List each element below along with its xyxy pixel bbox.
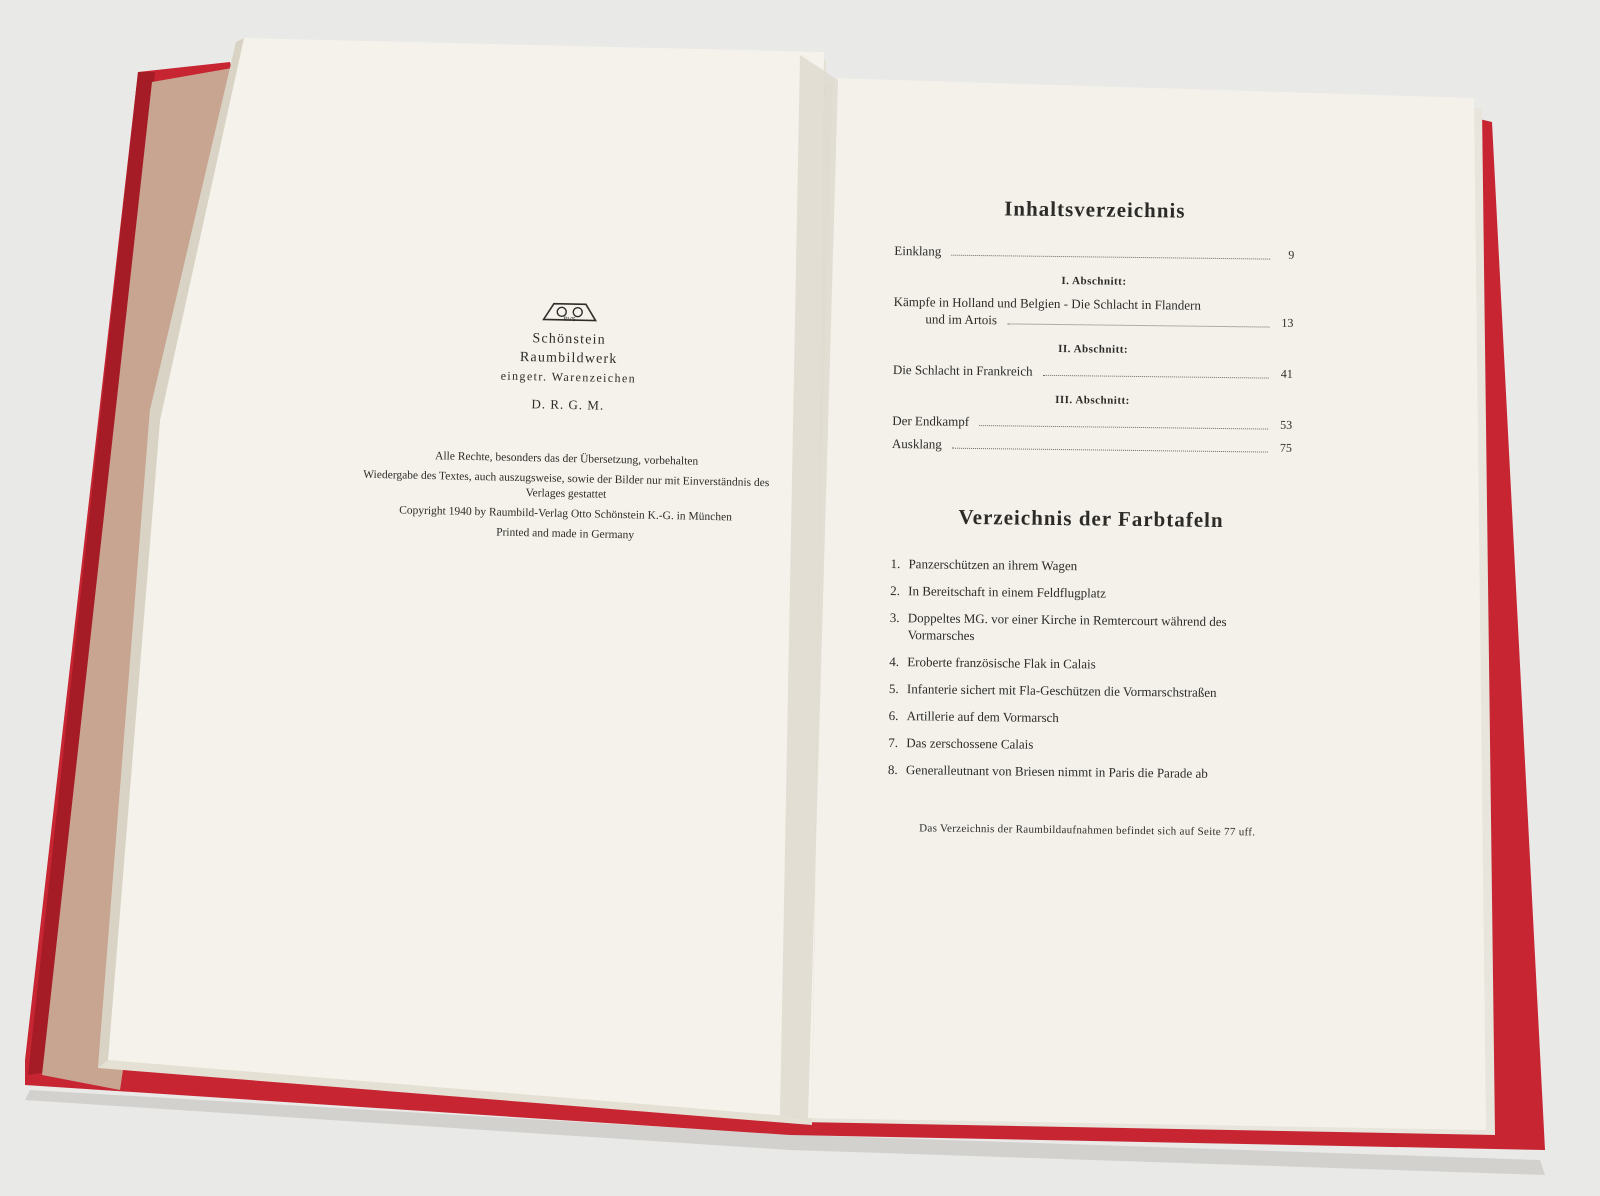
publisher-logo-icon — [540, 299, 600, 324]
plate-item — [890, 609, 1290, 648]
plate-item — [889, 653, 1289, 675]
toc-entry-page: 9 — [1288, 247, 1295, 262]
toc-entry-label: Der Endkampf — [892, 412, 970, 429]
plate-number: 2. — [890, 582, 901, 599]
plate-item — [889, 707, 1289, 729]
plates-title: Verzeichnis der Farbtafeln — [958, 504, 1224, 533]
logo-text: RVS — [563, 316, 576, 324]
section-heading-2: II. Abschnitt: — [1058, 343, 1129, 356]
leader-dots — [1007, 323, 1269, 327]
rights-block — [355, 448, 777, 547]
imprint-trademark: eingetr. Warenzeichen — [500, 368, 637, 386]
publisher-logo — [540, 299, 600, 324]
leader-dots — [952, 448, 1268, 453]
plate-item — [889, 680, 1289, 702]
toc-entry-section-1 — [893, 293, 1293, 332]
rights-line: Wiedergabe des Textes, auch auszugsweise, sowie der Bilder nur mit Einverständnis des Verlages gestattet — [363, 468, 770, 501]
leader-dots — [1043, 375, 1269, 379]
plate-item — [888, 761, 1288, 783]
plate-item — [890, 582, 1290, 604]
plate-title: In Bereitschaft in einem Feldflugplatz — [908, 583, 1107, 601]
right-page-contents — [887, 195, 1295, 839]
plate-number: 8. — [887, 761, 898, 778]
imprint-work: Raumbildwerk — [519, 349, 618, 368]
toc-entry-page: 53 — [1280, 417, 1293, 432]
plate-title: Eroberte französische Flak in Calais — [907, 654, 1096, 672]
left-page-imprint — [355, 296, 780, 552]
toc-entry-ausklang — [892, 435, 1292, 457]
leader-dots — [951, 255, 1270, 260]
imprint-drgm: D. R. G. M. — [531, 396, 605, 413]
left-page — [108, 38, 824, 1118]
toc-entry-label: und im Artois — [925, 311, 998, 328]
toc-entry-page: 75 — [1279, 440, 1293, 455]
toc-entry-continuation — [893, 310, 1293, 332]
plate-title: Panzerschützen an ihrem Wagen — [908, 556, 1078, 574]
plate-number: 5. — [888, 680, 899, 697]
plate-number: 6. — [888, 707, 899, 724]
rights-line: Alle Rechte, besonders das der Übersetzung, vorbehalten — [434, 450, 699, 468]
toc-entry-label: Die Schlacht in Frankreich — [892, 361, 1033, 379]
printed-line: Printed and made in Germany — [496, 526, 635, 542]
copyright-line: Copyright 1940 by Raumbild-Verlag Otto Schönstein K.-G. in München — [399, 504, 733, 524]
plate-title: Artillerie auf dem Vormarsch — [906, 708, 1059, 726]
toc-entry-einklang — [894, 242, 1294, 264]
plate-title: Generalleutnant von Briesen nimmt in Paris die Parade ab — [905, 762, 1208, 781]
section-heading-1: I. Abschnitt: — [1061, 275, 1127, 288]
toc-entry-label: Kämpfe in Holland und Belgien - Die Schlacht in Flandern — [893, 293, 1202, 313]
plate-item — [888, 734, 1288, 756]
toc-entry-endkampf — [892, 412, 1292, 434]
plate-item — [890, 555, 1290, 577]
toc-entry-label: Ausklang — [891, 435, 942, 452]
plates-list — [888, 555, 1291, 783]
plate-number: 1. — [890, 555, 901, 572]
toc-entry-label: Einklang — [894, 242, 942, 259]
plate-number: 3. — [889, 609, 900, 626]
toc-entry-page: 13 — [1281, 315, 1294, 330]
toc-entry-section-2 — [893, 361, 1293, 383]
footnote: Das Verzeichnis der Raumbildaufnahmen befindet sich auf Seite 77 uff. — [919, 822, 1256, 839]
toc-title: Inhaltsverzeichnis — [1004, 196, 1186, 223]
plate-title: Infanterie sichert mit Fla-Geschützen die Vormarschstraßen — [906, 681, 1217, 700]
imprint-name: Schönstein — [532, 331, 607, 348]
leader-dots — [979, 425, 1268, 430]
plate-title: Das zerschossene Calais — [906, 735, 1034, 752]
section-heading-3: III. Abschnitt: — [1055, 393, 1130, 407]
plate-title: Doppeltes MG. vor einer Kirche in Remtercourt während des Vormarsches — [907, 610, 1227, 644]
toc-entry-page: 41 — [1280, 366, 1293, 381]
plate-number: 4. — [889, 653, 900, 670]
plate-number: 7. — [888, 734, 899, 751]
